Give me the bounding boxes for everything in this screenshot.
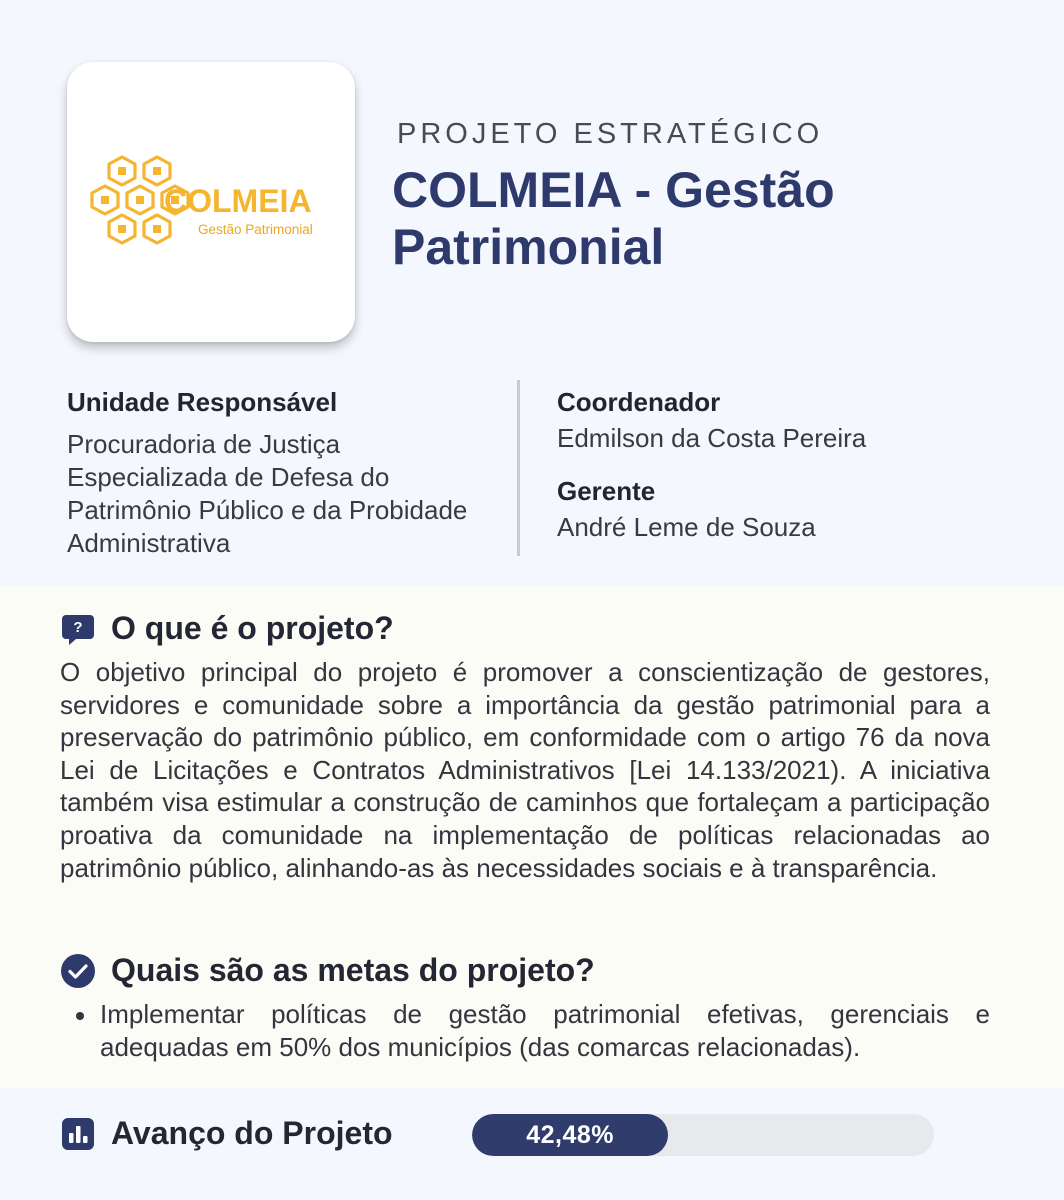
progress-header (60, 1115, 393, 1152)
bar-chart-icon (60, 1116, 96, 1152)
people-info (557, 386, 1017, 544)
coordinator-value: Edmilson da Costa Pereira (557, 423, 867, 453)
progress-bar (472, 1114, 934, 1156)
check-circle-icon (60, 953, 96, 989)
progress-label: 42,48% (526, 1121, 615, 1149)
manager-value: André Leme de Souza (557, 512, 816, 542)
logo-card (67, 62, 355, 342)
svg-text:?: ? (73, 618, 83, 636)
about-heading: O que é o projeto? (111, 610, 394, 646)
about-header (60, 610, 394, 647)
responsible-unit (67, 386, 487, 560)
project-kicker: PROJETO ESTRATÉGICO (397, 118, 824, 150)
goal-item: Implementar políticas de gestão patrimonial efetivas, gerenciais e adequadas em 50% dos municípios (das comarcas relacionadas). (60, 998, 990, 1064)
about-text: O objetivo principal do projeto é promover a conscientização de gestores, servidores e comunidade sobre a importância da gestão patrimonial para a preservação do patrimônio público, em conformidade com o artigo 76 da nova Lei de Licitações e Contratos Administrativos [Lei 14.133/2021). A iniciativa também visa estimular a construção de caminhos que fortaleçam a participação proativa da comunidade na implementação de políticas relacionadas ao patrimônio público, alinhando-as às necessidades sociais e à transparência. (60, 657, 990, 883)
logo-sub-text: Gestão Patrimonial (198, 222, 313, 237)
question-bubble-icon (60, 611, 96, 647)
goals-header (60, 952, 595, 989)
project-title: COLMEIA - Gestão Patrimonial (392, 162, 835, 275)
colmeia-logo (67, 62, 355, 342)
header-section (0, 0, 1064, 586)
unit-label: Unidade Responsável (67, 387, 338, 417)
goals-list (60, 998, 990, 1064)
unit-value: Procuradoria de Justiça Especializada de Defesa do Patrimônio Público e da Probidade Administrativa (67, 429, 468, 558)
goals-heading: Quais são as metas do projeto? (111, 952, 595, 988)
manager-label: Gerente (557, 476, 656, 506)
logo-brand-text: COLMEIA (164, 183, 312, 219)
coordinator-label: Coordenador (557, 387, 721, 417)
info-divider (517, 380, 520, 556)
progress-heading: Avanço do Projeto (111, 1115, 393, 1151)
